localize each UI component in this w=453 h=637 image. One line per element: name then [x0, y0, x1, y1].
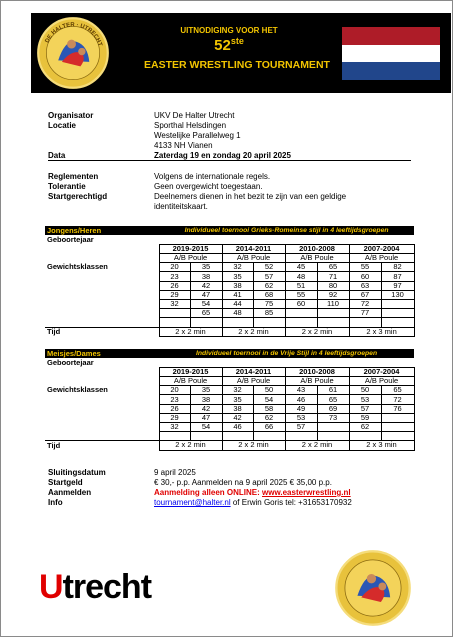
weight-cell: 38: [222, 404, 253, 413]
girls-weight-table: [45, 349, 415, 451]
boys-poule-3: A/B Poule: [349, 254, 414, 263]
weight-cell: 65: [190, 309, 222, 318]
utrecht-logo-mark: U: [39, 568, 63, 606]
weight-cell: [381, 423, 414, 432]
startgeld-value: € 30,- p.p. Aanmelden na 9 april 2025 € 35,00 p.p.: [154, 478, 332, 487]
weight-cell: 42: [190, 404, 222, 413]
girls-years-1: 2014-2011: [222, 367, 285, 376]
weight-cell: 72: [381, 395, 414, 404]
weight-cell: 71: [317, 272, 349, 281]
weight-cell: 53: [349, 395, 381, 404]
weight-cell: 62: [253, 281, 285, 290]
info-contact-text: of Erwin Goris tel: +31653170932: [230, 498, 352, 507]
weight-cell: [381, 309, 414, 318]
weight-cell: 75: [253, 300, 285, 309]
weight-cell: 38: [222, 281, 253, 290]
weight-row: [45, 413, 414, 422]
girls-years-3: 2007-2004: [349, 367, 414, 376]
weight-cell: 20: [159, 263, 190, 272]
weight-cell: [381, 300, 414, 309]
aanmelden-label: Aanmelden: [48, 488, 92, 497]
locatie-label: Locatie: [48, 121, 77, 130]
header-edition: 52ste: [214, 36, 244, 54]
aanmelden-link[interactable]: www.easterwrestling.nl: [262, 488, 351, 497]
weight-cell: 23: [159, 395, 190, 404]
data-label: Data: [48, 151, 66, 160]
weight-cell: 130: [381, 290, 414, 299]
reglementen-value: Volgens de internationale regels.: [154, 172, 271, 181]
weight-cell: 97: [381, 281, 414, 290]
girls-gewicht-spacer: [45, 404, 159, 413]
weight-cell: 51: [285, 281, 317, 290]
weight-row: [45, 263, 414, 272]
weight-cell: 53: [285, 413, 317, 422]
girls-poule-3: A/B Poule: [349, 377, 414, 386]
weight-cell: 20: [159, 386, 190, 395]
weight-cell: [285, 318, 317, 327]
weight-cell: 65: [317, 263, 349, 272]
girls-tijd-0: 2 x 2 min: [159, 441, 222, 450]
weight-cell: [190, 318, 222, 327]
weight-cell: 42: [190, 281, 222, 290]
weight-cell: 54: [190, 423, 222, 432]
weight-cell: 26: [159, 281, 190, 290]
weight-cell: 57: [285, 423, 317, 432]
girls-years-0: 2019-2015: [159, 367, 222, 376]
boys-poule-1: A/B Poule: [222, 254, 285, 263]
info-label: Info: [48, 498, 63, 507]
weight-cell: 63: [349, 281, 381, 290]
boys-section-label: Jongens/Heren: [45, 226, 159, 235]
startgerechtigd-value-2: identiteitskaart.: [154, 202, 208, 211]
girls-poule-2: A/B Poule: [285, 377, 349, 386]
weight-cell: [317, 423, 349, 432]
weight-cell: 92: [317, 290, 349, 299]
weight-cell: 35: [190, 386, 222, 395]
girls-tournament-title: Individueel toernooi in de Vrije Stijl in 4 leeftijdsgroepen: [159, 349, 414, 358]
weight-cell: 57: [349, 404, 381, 413]
aanmelden-text: Aanmelding alleen ONLINE:: [154, 488, 263, 497]
rules-info: [48, 172, 411, 212]
organisator-label: Organisator: [48, 111, 94, 120]
weight-row: [45, 318, 414, 327]
girls-geboortejaar-label: Geboortejaar: [47, 357, 94, 367]
weight-row: [45, 309, 414, 318]
weight-cell: 54: [253, 395, 285, 404]
weight-cell: 44: [222, 300, 253, 309]
header-invitation-text: UITNODIGING VOOR HET: [180, 26, 278, 35]
girls-tijd-3: 2 x 3 min: [349, 441, 414, 450]
boys-geboortejaar-label: Geboortejaar: [47, 234, 94, 244]
boys-tijd-0: 2 x 2 min: [159, 327, 222, 336]
weight-cell: 45: [285, 263, 317, 272]
weight-cell: [317, 318, 349, 327]
weight-cell: 59: [349, 413, 381, 422]
organisation-info: [48, 111, 411, 161]
boys-gewicht-spacer: [45, 309, 159, 318]
boys-poule-0: A/B Poule: [159, 254, 222, 263]
girls-years-2: 2010-2008: [285, 367, 349, 376]
weight-cell: 66: [253, 423, 285, 432]
boys-years-3: 2007-2004: [349, 244, 414, 253]
weight-cell: 77: [349, 309, 381, 318]
weight-cell: [381, 318, 414, 327]
weight-cell: 29: [159, 413, 190, 422]
boys-weight-table: [45, 226, 415, 337]
girls-gewicht-spacer: [45, 395, 159, 404]
weight-cell: 73: [317, 413, 349, 422]
girls-tijd-label: Tijd: [45, 441, 159, 450]
boys-years-spacer: [45, 244, 159, 253]
girls-gewicht-spacer: [45, 413, 159, 422]
weight-cell: 35: [222, 395, 253, 404]
weight-cell: 57: [253, 272, 285, 281]
weight-cell: 50: [253, 386, 285, 395]
girls-years-spacer: [45, 367, 159, 376]
weight-cell: 54: [190, 300, 222, 309]
weight-cell: 110: [317, 300, 349, 309]
weight-cell: 49: [285, 404, 317, 413]
weight-cell: [381, 413, 414, 422]
boys-tournament-title: Individueel toernooi Grieks-Romeinse stijl in 4 leeftijdsgroepen: [159, 226, 414, 235]
weight-row: [45, 300, 414, 309]
girls-gewicht-label: Gewichtsklassen: [47, 385, 108, 395]
registration-info: [48, 468, 411, 508]
header-tournament-title: EASTER WRESTLING TOURNAMENT: [144, 59, 330, 71]
weight-cell: 58: [253, 404, 285, 413]
weight-cell: 69: [317, 404, 349, 413]
weight-cell: 61: [317, 386, 349, 395]
weight-row: [45, 404, 414, 413]
weight-cell: [222, 318, 253, 327]
weight-cell: 76: [381, 404, 414, 413]
weight-cell: 68: [253, 290, 285, 299]
weight-row: [45, 395, 414, 404]
weight-row: [45, 272, 414, 281]
weight-cell: 62: [349, 423, 381, 432]
weight-cell: 85: [253, 309, 285, 318]
weight-cell: 32: [159, 300, 190, 309]
weight-cell: [159, 318, 190, 327]
tolerantie-label: Tolerantie: [48, 182, 86, 191]
weight-cell: 48: [222, 309, 253, 318]
weight-cell: 46: [285, 395, 317, 404]
startgeld-label: Startgeld: [48, 478, 83, 487]
data-value: Zaterdag 19 en zondag 20 april 2025: [154, 151, 291, 160]
weight-cell: [349, 318, 381, 327]
weight-cell: 87: [381, 272, 414, 281]
weight-cell: 60: [285, 300, 317, 309]
boys-years-1: 2014-2011: [222, 244, 285, 253]
dutch-flag-icon: [342, 27, 440, 80]
weight-row: [45, 386, 414, 395]
weight-cell: 65: [381, 386, 414, 395]
weight-row: [45, 290, 414, 299]
girls-gewicht-spacer: [45, 432, 159, 441]
weight-cell: 32: [222, 386, 253, 395]
boys-tijd-label: Tijd: [45, 327, 159, 336]
halter-logo-bottom-icon: [334, 549, 412, 627]
weight-cell: 32: [159, 423, 190, 432]
boys-gewicht-label: Gewichtsklassen: [47, 262, 108, 272]
weight-row: [45, 281, 414, 290]
weight-cell: 82: [381, 263, 414, 272]
weight-cell: 26: [159, 404, 190, 413]
weight-cell: 47: [190, 413, 222, 422]
svg-text:DE HALTER · UTRECHT: DE HALTER · UTRECHT: [44, 22, 103, 48]
weight-cell: [253, 318, 285, 327]
weight-cell: 60: [349, 272, 381, 281]
girls-section-label: Meisjes/Dames: [45, 349, 159, 358]
boys-years-2: 2010-2008: [285, 244, 349, 253]
girls-gewicht-spacer: [45, 423, 159, 432]
weight-cell: 35: [222, 272, 253, 281]
startgerechtigd-label: Startgerechtigd: [48, 192, 108, 201]
sluitingsdatum-label: Sluitingsdatum: [48, 468, 106, 477]
weight-cell: 43: [285, 386, 317, 395]
weight-cell: [159, 309, 190, 318]
boys-gewicht-spacer: [45, 281, 159, 290]
boys-gewicht-spacer: [45, 300, 159, 309]
weight-cell: 42: [222, 413, 253, 422]
organisator-value: UKV De Halter Utrecht: [154, 111, 235, 120]
weight-cell: 55: [285, 290, 317, 299]
weight-cell: 55: [349, 263, 381, 272]
utrecht-logo: [39, 568, 151, 607]
startgerechtigd-value-1: Deelnemers dienen in het bezit te zijn van een geldige: [154, 192, 347, 201]
boys-gewicht-spacer: [45, 318, 159, 327]
weight-cell: 65: [317, 395, 349, 404]
utrecht-logo-text: trecht: [62, 568, 152, 606]
weight-cell: 67: [349, 290, 381, 299]
weight-cell: [285, 309, 317, 318]
boys-years-0: 2019-2015: [159, 244, 222, 253]
sluitingsdatum-value: 9 april 2025: [154, 468, 196, 477]
boys-tijd-2: 2 x 2 min: [285, 327, 349, 336]
locatie-line-2: Westelijke Parallelweg 1: [154, 131, 241, 140]
weight-row: [45, 432, 414, 441]
weight-cell: 35: [190, 263, 222, 272]
girls-tijd-1: 2 x 2 min: [222, 441, 285, 450]
boys-tijd-3: 2 x 3 min: [349, 327, 414, 336]
weight-cell: 32: [222, 263, 253, 272]
header-banner: [31, 13, 451, 93]
weight-cell: [317, 309, 349, 318]
weight-cell: 62: [253, 413, 285, 422]
locatie-line-1: Sporthal Helsdingen: [154, 121, 227, 130]
weight-cell: 23: [159, 272, 190, 281]
info-email-link[interactable]: tournament@halter.nl: [154, 498, 231, 507]
weight-cell: 46: [222, 423, 253, 432]
weight-cell: 72: [349, 300, 381, 309]
weight-cell: 80: [317, 281, 349, 290]
boys-tijd-1: 2 x 2 min: [222, 327, 285, 336]
girls-poule-0: A/B Poule: [159, 377, 222, 386]
weight-row: [45, 423, 414, 432]
weight-cell: 29: [159, 290, 190, 299]
locatie-line-3: 4133 NH Vianen: [154, 141, 213, 150]
boys-gewicht-spacer: [45, 272, 159, 281]
weight-cell: 38: [190, 395, 222, 404]
weight-cell: 48: [285, 272, 317, 281]
weight-cell: 41: [222, 290, 253, 299]
reglementen-label: Reglementen: [48, 172, 99, 181]
tolerantie-value: Geen overgewicht toegestaan.: [154, 182, 263, 191]
weight-cell: 52: [253, 263, 285, 272]
girls-poule-1: A/B Poule: [222, 377, 285, 386]
halter-logo-icon: [36, 16, 110, 90]
weight-cell: 38: [190, 272, 222, 281]
girls-tijd-2: 2 x 2 min: [285, 441, 349, 450]
boys-poule-2: A/B Poule: [285, 254, 349, 263]
boys-gewicht-spacer: [45, 290, 159, 299]
weight-cell: 50: [349, 386, 381, 395]
weight-cell: 47: [190, 290, 222, 299]
